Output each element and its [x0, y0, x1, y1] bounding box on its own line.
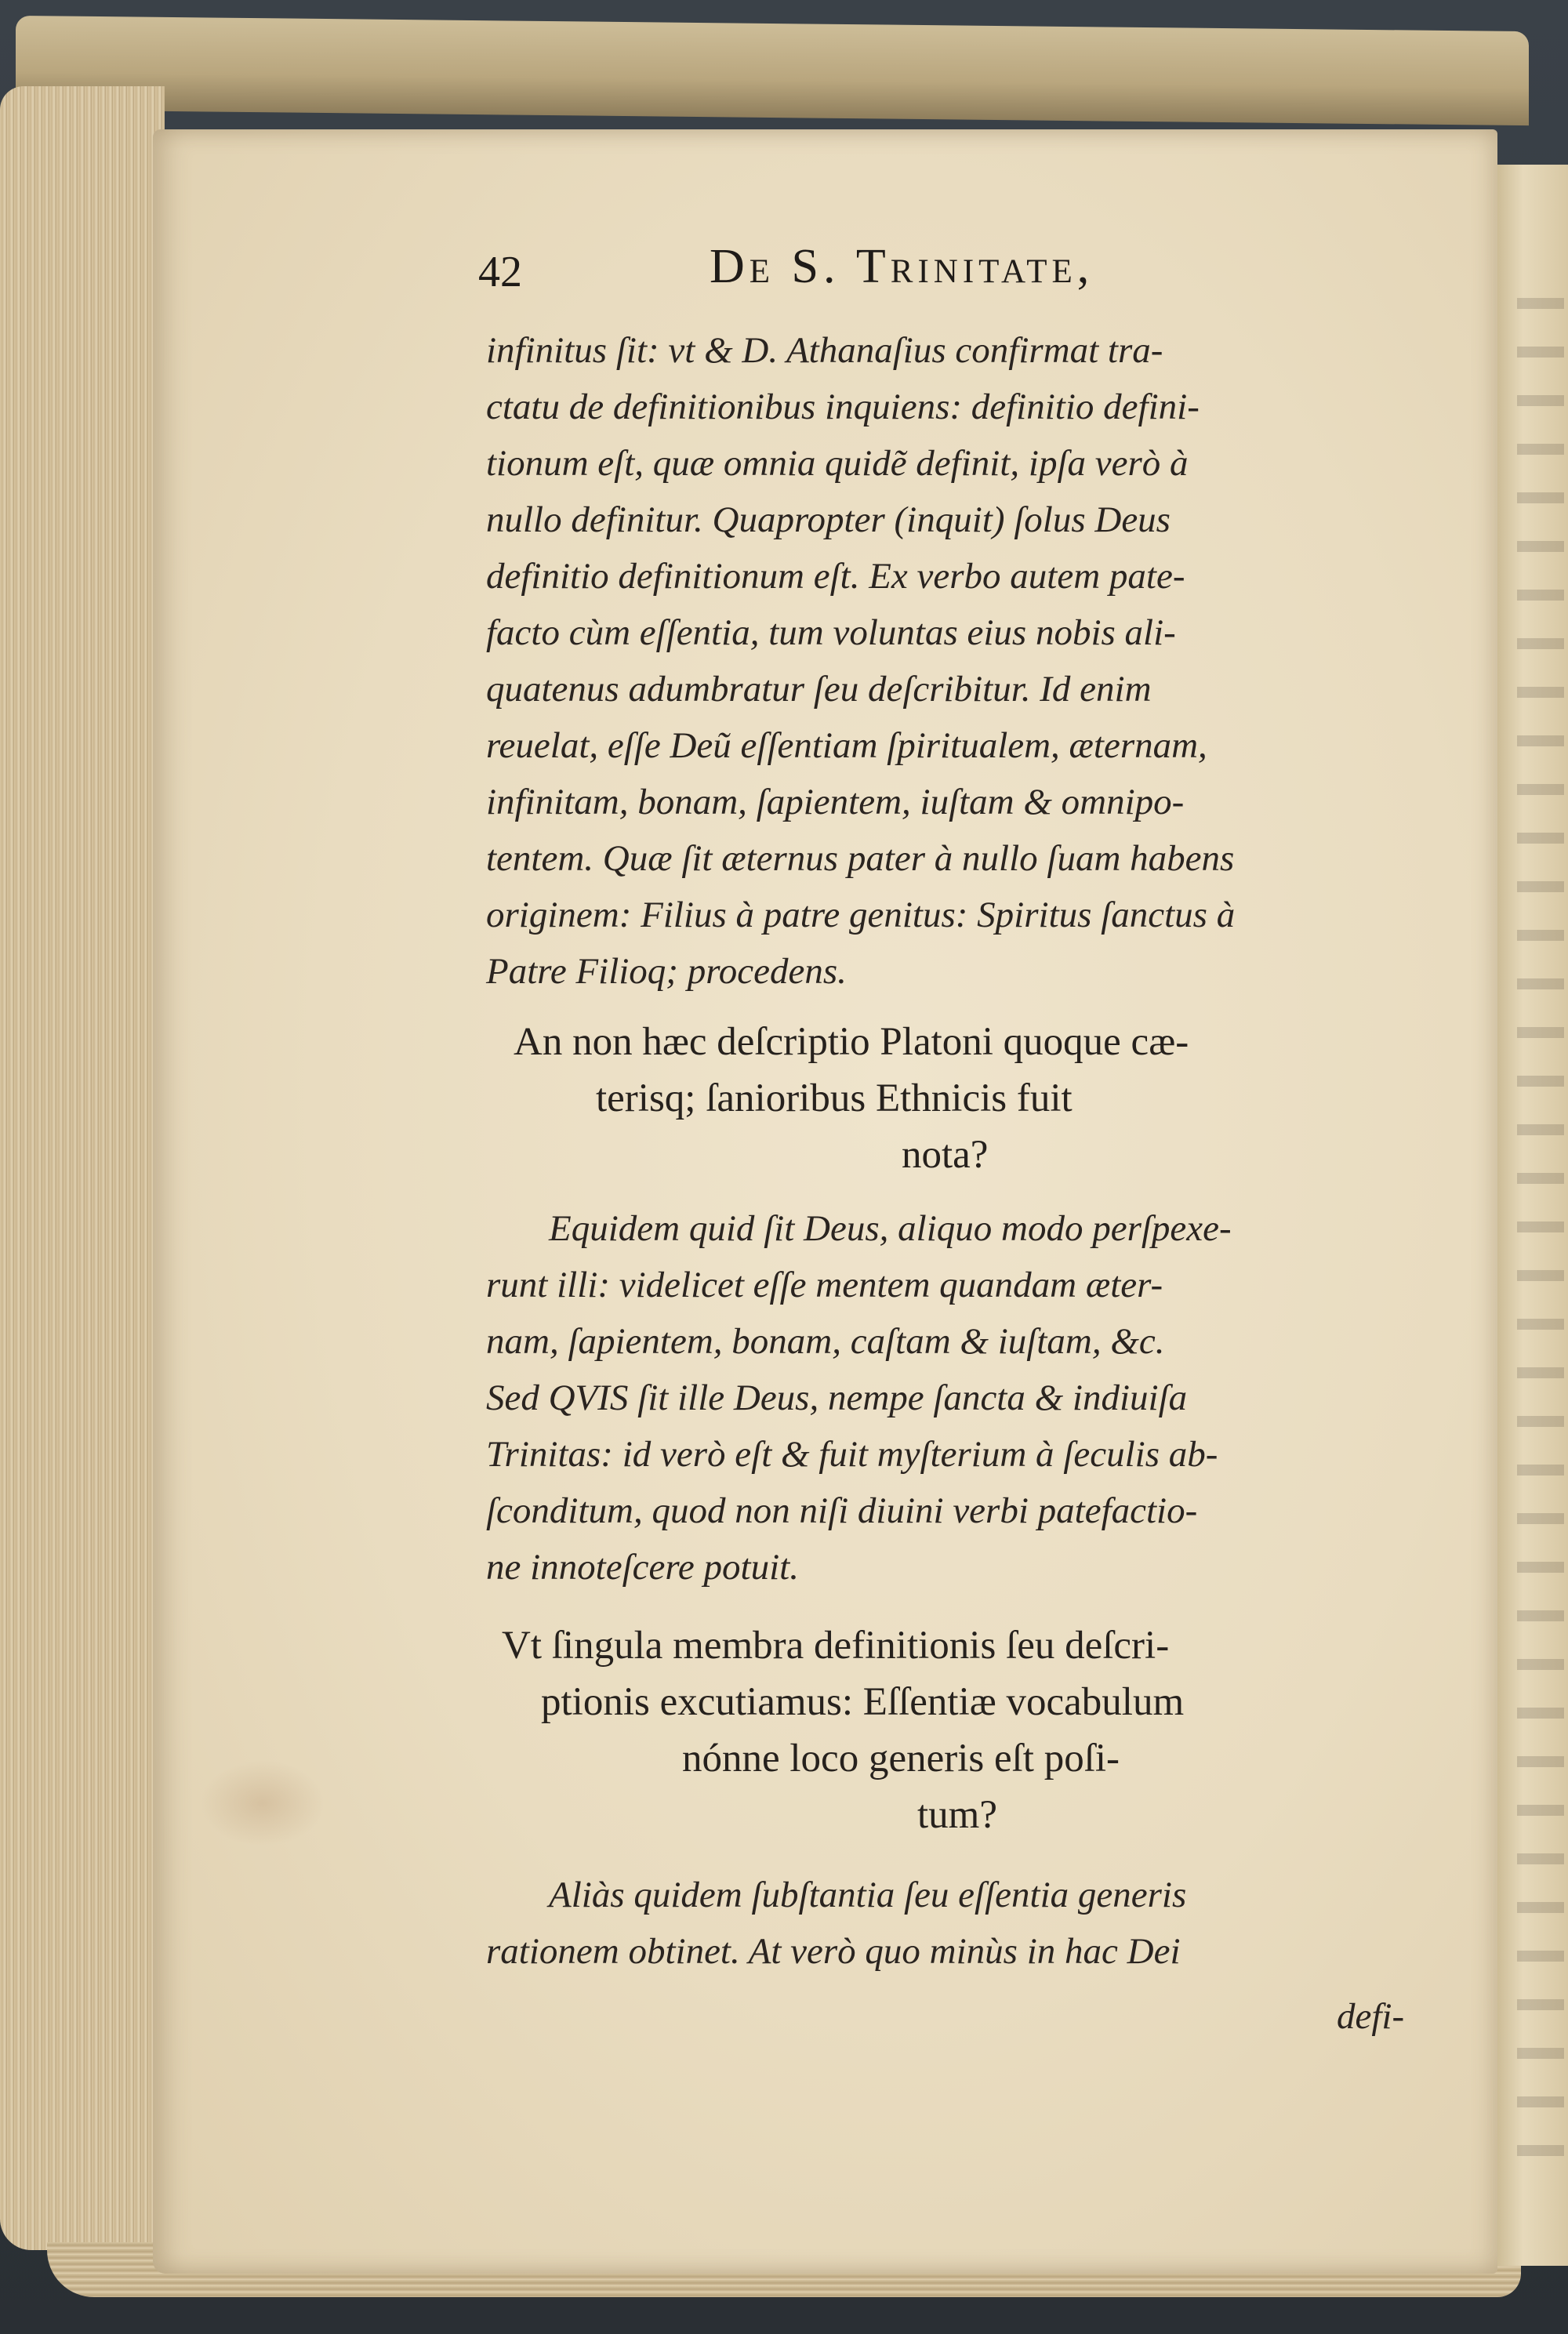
- para2-line: nam, ſapientem, bonam, caſtam & iuſtam, &c.: [486, 1321, 1165, 1362]
- para1-line: facto cùm eſſentia, tum voluntas eius nobis ali-: [486, 612, 1176, 653]
- para1-line: tentem. Quæ ſit æternus pater à nullo ſuam habens: [486, 838, 1235, 879]
- para3-line: rationem obtinet. At verò quo minùs in hac Dei: [486, 1931, 1181, 1972]
- para1-line: quatenus adumbratur ſeu deſcribitur. Id enim: [486, 669, 1152, 710]
- running-title: De S. Trinitate,: [710, 240, 1094, 293]
- question2-line: nónne loco generis eſt poſi-: [682, 1737, 1120, 1780]
- para2-line: runt illi: videlicet eſſe mentem quandam æter-: [486, 1265, 1163, 1305]
- page-stain: [200, 1760, 325, 1846]
- para1-line: reuelat, eſſe Deũ eſſentiam ſpiritualem, æternam,: [486, 725, 1207, 766]
- question2-line: Vt ſingula membra definitionis ſeu deſcri-: [502, 1624, 1170, 1668]
- para1-line: originem: Filius à patre genitus: Spiritus ſanctus à: [486, 895, 1236, 935]
- question2-line: ptionis excutiamus: Eſſentiæ vocabulum: [541, 1680, 1185, 1724]
- para1-line: Patre Filioq; procedens.: [486, 951, 847, 992]
- question2-line: tum?: [917, 1793, 997, 1837]
- question1-line: terisq; ſanioribus Ethnicis fuit: [596, 1076, 1073, 1120]
- facing-page-text-bleed: [1517, 298, 1564, 2180]
- para1-line: tionum eſt, quæ omnia quidẽ definit, ipſa verò à: [486, 443, 1189, 484]
- question1-line: nota?: [902, 1133, 989, 1177]
- page-edges-left: [0, 86, 165, 2250]
- para2-line: ne innoteſcere potuit.: [486, 1547, 799, 1588]
- para1-line: infinitus ſit: vt & D. Athanaſius confirmat tra-: [486, 330, 1163, 371]
- para3-line: Aliàs quidem ſubſtantia ſeu eſſentia generis: [549, 1875, 1187, 1915]
- question1-line: An non hæc deſcriptio Platoni quoque cæ-: [514, 1020, 1189, 1064]
- catchword: defi-: [1337, 1996, 1405, 2037]
- page-number: 42: [478, 248, 522, 296]
- para2-line: Trinitas: id verò eſt & fuit myſterium à ſeculis ab-: [486, 1434, 1218, 1475]
- para1-line: infinitam, bonam, ſapientem, iuſtam & omnipo-: [486, 782, 1185, 822]
- para2-line: Equidem quid ſit Deus, aliquo modo perſpexe-: [549, 1208, 1232, 1249]
- para1-line: ctatu de definitionibus inquiens: definitio defini-: [486, 387, 1200, 427]
- para1-line: nullo definitur. Quapropter (inquit) ſolus Deus: [486, 499, 1171, 540]
- para2-line: ſconditum, quod non niſi diuini verbi patefactio-: [486, 1490, 1198, 1531]
- para1-line: definitio definitionum eſt. Ex verbo autem pate-: [486, 556, 1185, 597]
- book-cover-top: [16, 16, 1529, 125]
- para2-line: Sed QVIS ſit ille Deus, nempe ſancta & indiuiſa: [486, 1378, 1188, 1418]
